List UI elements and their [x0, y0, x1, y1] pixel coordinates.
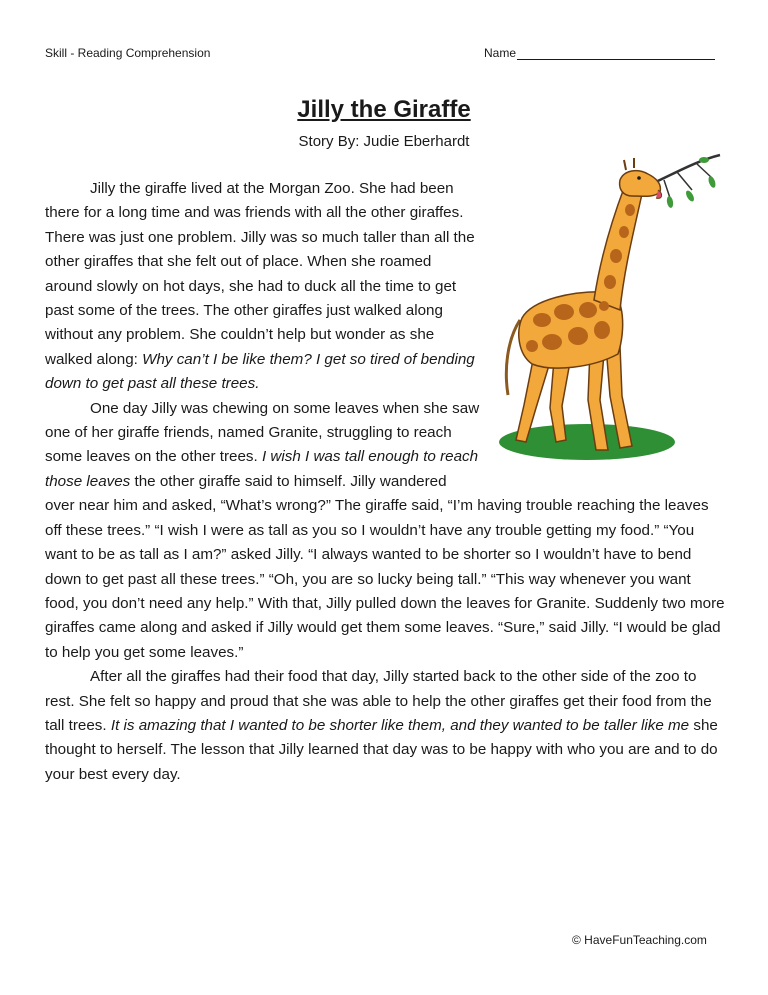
illustration-space: [480, 177, 725, 489]
name-blank-line[interactable]: [517, 47, 715, 60]
copyright-footer: © HaveFunTeaching.com: [572, 933, 707, 947]
page-title: Jilly the Giraffe: [297, 96, 471, 123]
story-paragraph-2: One day Jilly was chewing on some leaves when she saw one of her giraffe friends, named Granite, struggling to reach some leaves on the other trees. I wish I was tall enough to reach those leaves the other giraffe said to himself. Jilly wandered over near him and asked, “What’s wrong?” The giraffe said, “I’m having trouble reaching the leaves off these trees.” “I wish I were as tall as you so I wouldn’t have any trouble getting my food.” “You want to be as tall as I am?” asked Jilly. “I always wanted to be shorter so I wouldn’t have to bend down to get past all these trees.” “Oh, you are so lucky being tall.” “This way whenever you want food, you don’t need any help.” With that, Jilly pulled down the leaves for Granite. Suddenly two more giraffes came along and asked if Jilly would get them some leaves. “Sure,” said Jilly. “I would be glad to help you get some leaves.”: [45, 399, 725, 661]
inner-thought: It is amazing that I wanted to be shorter like them, and they wanted to be taller like me: [110, 716, 690, 734]
inner-thought: I wish I was tall enough to reach those leaves: [45, 448, 479, 490]
leaf: [699, 157, 709, 163]
story-paragraph-3: After all the giraffes had their food that day, Jilly started back to the other side of the zoo to rest. She felt so happy and proud that she was able to help the other giraffes get their food from the tall trees. It is amazing that I wanted to be shorter like them, and they wanted to be taller like me she thought to herself. The lesson that Jilly learned that day was to be happy with who you are and to do your best every day.: [45, 668, 718, 783]
story-paragraph-1: Jilly the giraffe lived at the Morgan Zoo. She had been there for a long time and was friends with all the other giraffes. There was just one problem. Jilly was so much taller than all the other giraffes that she felt out of place. When she roamed around slowly on hot days, she had to duck all the time to get past some of the trees. The other giraffes just walked along without any problem. She couldn’t help but wonder as she walked along: Why can’t I be like them? I get so tired of bending down to get past all these trees.: [45, 180, 475, 393]
inner-thought: Why can’t I be like them? I get so tired of bending down to get past all these trees.: [45, 350, 475, 393]
name-field[interactable]: [484, 46, 715, 60]
name-label: Name: [484, 46, 517, 60]
skill-label: Skill - Reading Comprehension: [45, 46, 211, 60]
story-text: [45, 177, 725, 787]
story-byline: Story By: Judie Eberhardt: [298, 133, 470, 150]
